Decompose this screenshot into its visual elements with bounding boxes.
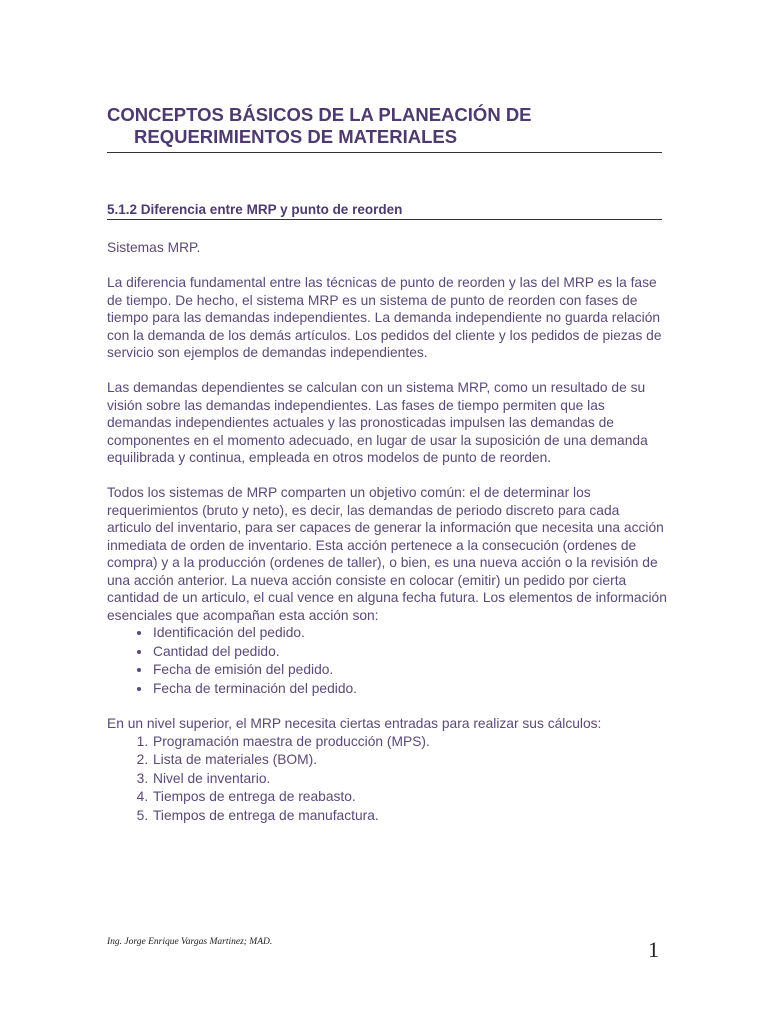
paragraph-objetivo: Todos los sistemas de MRP comparten un objetivo común: el de determinar los requerimientos (bruto y neto), es decir, las demandas de periodo discreto para cada articulo del inventario, para ser capaces de generar la información que necesita una acción inmediata de orden de inventario. Esta acción pertenece a la consecución (ordenes de compra) y a la producción (ordenes de taller), o bien, es una nueva acción o la revisión de una acción anterior. La nueva acción consiste en colocar (emitir) un pedido por cierta cantidad de un articulo, el cual vence en alguna fecha futura. Los elementos de información esenciales que acompañan esta acción son:: [107, 485, 667, 623]
list-item: • Fecha de terminación del pedido.: [152, 680, 667, 699]
title-line-2: REQUERIMIENTOS DE MATERIALES: [134, 126, 458, 147]
list-item: • Fecha de emisión del pedido.: [152, 661, 667, 680]
paragraph-sistemas: Sistemas MRP.: [107, 240, 201, 255]
body-text: [107, 239, 667, 825]
list-item: 2. Lista de materiales (BOM).: [152, 751, 667, 770]
list-item: • Identificación del pedido.: [152, 624, 667, 643]
page-title: [107, 104, 663, 148]
section-heading: 5.1.2 Diferencia entre MRP y punto de reorden: [107, 202, 403, 217]
list-item: 3. Nivel de inventario.: [152, 770, 667, 789]
page-number: 1: [648, 937, 659, 962]
title-divider: [107, 152, 662, 153]
footer-author: Ing. Jorge Enrique Vargas Martinez; MAD.: [107, 937, 273, 947]
title-line-1: CONCEPTOS BÁSICOS DE LA PLANEACIÓN DE: [107, 104, 532, 125]
inputs-list: [107, 733, 667, 826]
list-item: • Cantidad del pedido.: [152, 643, 667, 662]
list-item: 1. Programación maestra de producción (MPS).: [152, 733, 667, 752]
elements-list: [107, 624, 667, 698]
paragraph-diferencia: La diferencia fundamental entre las técnicas de punto de reorden y las del MRP es la fase de tiempo. De hecho, el sistema MRP es un sistema de punto de reorden con fases de tiempo para las demandas independientes. La demanda independiente no guarda relación con la demanda de los demás artículos. Los pedidos del cliente y los pedidos de piezas de servicio son ejemplos de demandas independientes.: [107, 275, 662, 360]
paragraph-dependientes: Las demandas dependientes se calculan con un sistema MRP, como un resultado de su visión sobre las demandas independientes. Las fases de tiempo permiten que las demandas independientes actuales y las pronosticadas impulsen las demandas de componentes en el momento adecuado, en lugar de usar la suposición de una demanda equilibrada y continua, empleada en otros modelos de punto de reorden.: [107, 380, 648, 465]
paragraph-inputs-intro: En un nivel superior, el MRP necesita ciertas entradas para realizar sus cálculos:: [107, 716, 602, 731]
list-item: 4. Tiempos de entrega de reabasto.: [152, 788, 667, 807]
section-divider: [107, 219, 662, 220]
list-item: 5. Tiempos de entrega de manufactura.: [152, 807, 667, 826]
